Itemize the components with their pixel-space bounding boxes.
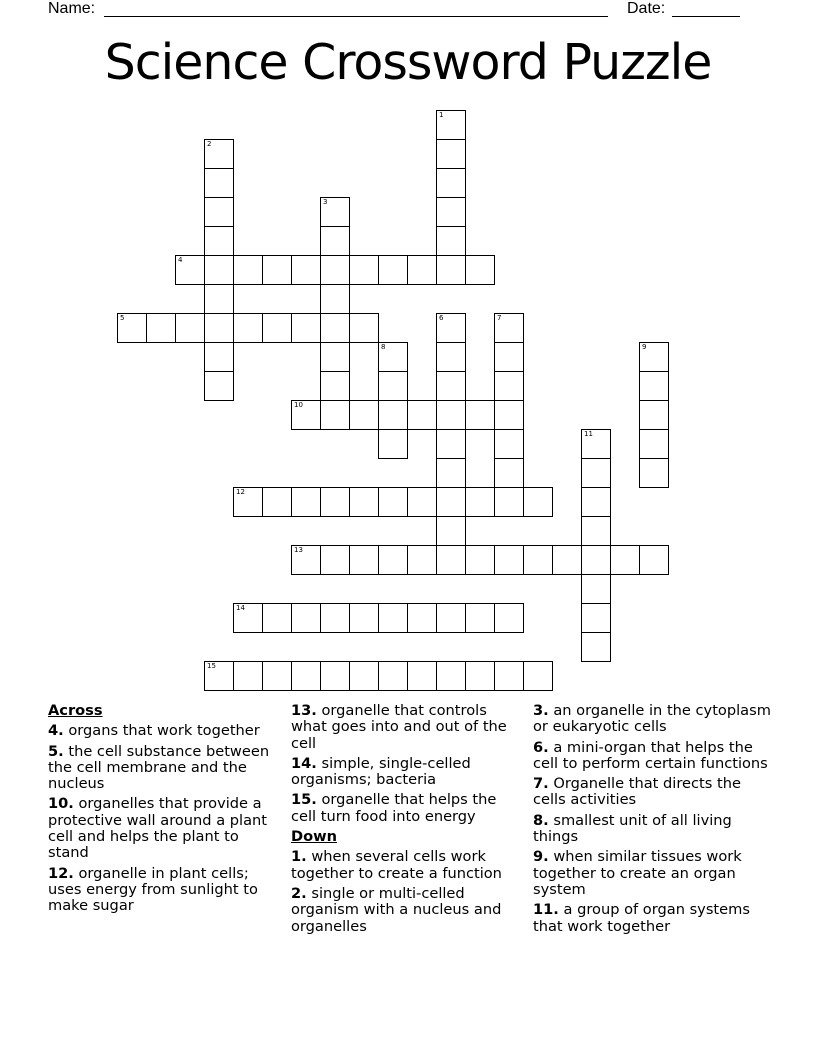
grid-cell[interactable] bbox=[465, 255, 495, 285]
clue-number-label: 12. bbox=[48, 864, 74, 882]
grid-cell[interactable] bbox=[436, 545, 466, 575]
down-clue: 2. single or multi-celled organism with a nucleus and organelles bbox=[291, 884, 502, 935]
grid-cell[interactable] bbox=[523, 487, 553, 517]
clue-number: 15 bbox=[207, 662, 216, 670]
grid-cell[interactable] bbox=[465, 661, 495, 691]
grid-cell[interactable] bbox=[581, 458, 611, 488]
down-clue-list bbox=[291, 849, 523, 934]
clue-number: 4 bbox=[178, 256, 183, 264]
grid-cell[interactable] bbox=[494, 487, 524, 517]
grid-cell[interactable] bbox=[291, 603, 321, 633]
grid-cell[interactable] bbox=[291, 400, 321, 430]
grid-cell[interactable] bbox=[378, 545, 408, 575]
grid-cell[interactable] bbox=[349, 313, 379, 343]
grid-cell[interactable] bbox=[320, 342, 350, 372]
grid-cell[interactable] bbox=[262, 603, 292, 633]
grid-cell[interactable] bbox=[407, 487, 437, 517]
clue-number-label: 8. bbox=[533, 811, 549, 829]
grid-cell[interactable] bbox=[494, 661, 524, 691]
grid-cell[interactable] bbox=[581, 632, 611, 662]
grid-cell[interactable] bbox=[378, 603, 408, 633]
grid-cell[interactable] bbox=[407, 400, 437, 430]
page-title: Science Crossword Puzzle bbox=[104, 34, 712, 91]
across-clue: 10. organelles that provide a protective wall around a plant cell and helps the plant to stand bbox=[48, 795, 268, 862]
down-clue: 1. when several cells work together to create a function bbox=[291, 848, 502, 882]
grid-cell[interactable] bbox=[639, 429, 669, 459]
clues-column-1 bbox=[48, 703, 280, 919]
across-heading: Across bbox=[48, 702, 103, 719]
grid-cell[interactable] bbox=[378, 487, 408, 517]
grid-cell[interactable] bbox=[349, 255, 379, 285]
grid-cell[interactable] bbox=[581, 545, 611, 575]
clue-number-label: 9. bbox=[533, 848, 549, 866]
grid-cell[interactable] bbox=[204, 255, 234, 285]
grid-cell[interactable] bbox=[291, 487, 321, 517]
grid-cell[interactable] bbox=[436, 458, 466, 488]
grid-cell[interactable] bbox=[436, 661, 466, 691]
across-clue: 4. organs that work together bbox=[48, 722, 260, 740]
grid-cell[interactable] bbox=[233, 313, 263, 343]
clues-column-2 bbox=[291, 703, 523, 939]
down-clue: 6. a mini-organ that helps the cell to perform certain functions bbox=[533, 738, 768, 772]
down-clue: 3. an organelle in the cytoplasm or eukaryotic cells bbox=[533, 702, 771, 736]
down-clue: 8. smallest unit of all living things bbox=[533, 811, 732, 846]
grid-cell[interactable] bbox=[436, 313, 466, 343]
grid-cell[interactable] bbox=[465, 545, 495, 575]
grid-cell[interactable] bbox=[407, 661, 437, 691]
grid-cell[interactable] bbox=[378, 255, 408, 285]
grid-cell[interactable] bbox=[407, 255, 437, 285]
grid-cell[interactable] bbox=[552, 545, 582, 575]
grid-cell[interactable] bbox=[233, 603, 263, 633]
down-heading: Down bbox=[291, 828, 338, 846]
clue-number-label: 3. bbox=[533, 702, 549, 719]
grid-cell[interactable] bbox=[639, 458, 669, 488]
grid-cell[interactable] bbox=[233, 661, 263, 691]
grid-cell[interactable] bbox=[494, 458, 524, 488]
grid-cell[interactable] bbox=[262, 255, 292, 285]
grid-cell[interactable] bbox=[204, 197, 234, 227]
grid-cell[interactable] bbox=[349, 400, 379, 430]
grid-cell[interactable] bbox=[146, 313, 176, 343]
grid-cell[interactable] bbox=[436, 371, 466, 401]
grid-cell[interactable] bbox=[378, 342, 408, 372]
grid-cell[interactable] bbox=[494, 313, 524, 343]
clue-number-label: 4. bbox=[48, 722, 64, 740]
grid-cell[interactable] bbox=[262, 487, 292, 517]
clue-number: 2 bbox=[207, 140, 212, 148]
grid-cell[interactable] bbox=[407, 603, 437, 633]
across-clue-list-cont bbox=[291, 703, 523, 825]
down-clue: 11. a group of organ systems that work together bbox=[533, 901, 750, 935]
grid-cell[interactable] bbox=[320, 400, 350, 430]
grid-cell[interactable] bbox=[204, 342, 234, 372]
grid-cell[interactable] bbox=[204, 371, 234, 401]
grid-cell[interactable] bbox=[320, 197, 350, 227]
grid-cell[interactable] bbox=[436, 168, 466, 198]
grid-cell[interactable] bbox=[204, 661, 234, 691]
grid-cell[interactable] bbox=[639, 342, 669, 372]
grid-cell[interactable] bbox=[436, 110, 466, 140]
clue-number: 9 bbox=[642, 343, 647, 351]
across-clue: 13. organelle that controls what goes into and out of the cell bbox=[291, 702, 507, 752]
grid-cell[interactable] bbox=[436, 342, 466, 372]
grid-cell[interactable] bbox=[639, 545, 669, 575]
grid-cell[interactable] bbox=[436, 197, 466, 227]
grid-cell[interactable] bbox=[291, 255, 321, 285]
grid-cell[interactable] bbox=[320, 284, 350, 314]
grid-cell[interactable] bbox=[204, 139, 234, 169]
grid-cell[interactable] bbox=[436, 139, 466, 169]
clue-number-label: 6. bbox=[533, 738, 549, 756]
clue-number-label: 2. bbox=[291, 884, 307, 902]
grid-cell[interactable] bbox=[349, 661, 379, 691]
grid-cell[interactable] bbox=[204, 168, 234, 198]
grid-cell[interactable] bbox=[465, 487, 495, 517]
grid-cell[interactable] bbox=[320, 313, 350, 343]
clue-number: 13 bbox=[294, 546, 303, 554]
grid-cell[interactable] bbox=[204, 226, 234, 256]
clue-number-label: 7. bbox=[533, 775, 549, 793]
clues-column-3 bbox=[533, 703, 773, 939]
grid-cell[interactable] bbox=[320, 661, 350, 691]
clue-number: 14 bbox=[236, 604, 245, 612]
grid-cell[interactable] bbox=[378, 661, 408, 691]
grid-cell[interactable] bbox=[378, 400, 408, 430]
clue-number-label: 1. bbox=[291, 848, 307, 866]
grid-cell[interactable] bbox=[436, 255, 466, 285]
clue-number: 5 bbox=[120, 314, 125, 322]
down-clue: 9. when similar tissues work together to create an organ system bbox=[533, 848, 742, 898]
clue-number: 1 bbox=[439, 111, 444, 119]
down-clue: 7. Organelle that directs the cells activities bbox=[533, 775, 741, 809]
grid-cell[interactable] bbox=[436, 226, 466, 256]
grid-cell[interactable] bbox=[175, 313, 205, 343]
grid-cell[interactable] bbox=[581, 516, 611, 546]
grid-cell[interactable] bbox=[378, 429, 408, 459]
grid-cell[interactable] bbox=[349, 487, 379, 517]
grid-cell[interactable] bbox=[436, 487, 466, 517]
grid-cell[interactable] bbox=[262, 661, 292, 691]
grid-cell[interactable] bbox=[465, 603, 495, 633]
grid-cell[interactable] bbox=[523, 545, 553, 575]
grid-cell[interactable] bbox=[436, 603, 466, 633]
across-clue: 14. simple, single-celled organisms; bacteria bbox=[291, 754, 471, 789]
down-clue-list-cont bbox=[533, 703, 773, 935]
grid-cell[interactable] bbox=[465, 400, 495, 430]
grid-cell[interactable] bbox=[494, 545, 524, 575]
grid-cell[interactable] bbox=[436, 429, 466, 459]
clue-number: 12 bbox=[236, 488, 245, 496]
grid-cell[interactable] bbox=[291, 545, 321, 575]
grid-cell[interactable] bbox=[639, 400, 669, 430]
grid-cell[interactable] bbox=[523, 661, 553, 691]
clue-number-label: 11. bbox=[533, 901, 559, 919]
grid-cell[interactable] bbox=[320, 226, 350, 256]
grid-cell[interactable] bbox=[320, 545, 350, 575]
grid-cell[interactable] bbox=[233, 255, 263, 285]
clue-number-label: 14. bbox=[291, 754, 317, 772]
grid-cell[interactable] bbox=[610, 545, 640, 575]
grid-cell[interactable] bbox=[204, 313, 234, 343]
clue-number: 7 bbox=[497, 314, 502, 322]
grid-cell[interactable] bbox=[320, 371, 350, 401]
grid-cell[interactable] bbox=[175, 255, 205, 285]
name-label: Name: bbox=[48, 0, 96, 17]
clue-number-label: 13. bbox=[291, 702, 317, 719]
grid-cell[interactable] bbox=[494, 400, 524, 430]
grid-cell[interactable] bbox=[494, 371, 524, 401]
grid-cell[interactable] bbox=[436, 400, 466, 430]
clue-number: 6 bbox=[439, 314, 444, 322]
across-clue: 12. organelle in plant cells; uses energy from sunlight to make sugar bbox=[48, 864, 258, 915]
grid-cell[interactable] bbox=[436, 516, 466, 546]
grid-cell[interactable] bbox=[581, 429, 611, 459]
across-clue-list bbox=[48, 723, 280, 914]
grid-cell[interactable] bbox=[320, 487, 350, 517]
clue-number-label: 15. bbox=[291, 791, 317, 809]
grid-cell[interactable] bbox=[233, 487, 263, 517]
clue-number: 11 bbox=[584, 430, 593, 438]
grid-cell[interactable] bbox=[320, 603, 350, 633]
grid-cell[interactable] bbox=[407, 545, 437, 575]
grid-cell[interactable] bbox=[581, 487, 611, 517]
grid-cell[interactable] bbox=[117, 313, 147, 343]
grid-cell[interactable] bbox=[378, 371, 408, 401]
grid-cell[interactable] bbox=[204, 284, 234, 314]
grid-cell[interactable] bbox=[262, 313, 292, 343]
grid-cell[interactable] bbox=[581, 603, 611, 633]
clue-number: 10 bbox=[294, 401, 303, 409]
grid-cell[interactable] bbox=[494, 429, 524, 459]
grid-cell[interactable] bbox=[494, 342, 524, 372]
grid-cell[interactable] bbox=[291, 661, 321, 691]
across-clue: 5. the cell substance between the cell membrane and the nucleus bbox=[48, 742, 270, 793]
clue-number: 8 bbox=[381, 343, 386, 351]
grid-cell[interactable] bbox=[494, 603, 524, 633]
grid-cell[interactable] bbox=[349, 545, 379, 575]
grid-cell[interactable] bbox=[349, 603, 379, 633]
grid-cell[interactable] bbox=[291, 313, 321, 343]
clue-number: 3 bbox=[323, 198, 328, 206]
grid-cell[interactable] bbox=[639, 371, 669, 401]
date-label: Date: bbox=[627, 0, 666, 17]
clue-number-label: 5. bbox=[48, 742, 64, 760]
grid-cell[interactable] bbox=[320, 255, 350, 285]
across-clue: 15. organelle that helps the cell turn food into energy bbox=[291, 791, 497, 825]
grid-cell[interactable] bbox=[581, 574, 611, 604]
clue-number-label: 10. bbox=[48, 795, 74, 813]
